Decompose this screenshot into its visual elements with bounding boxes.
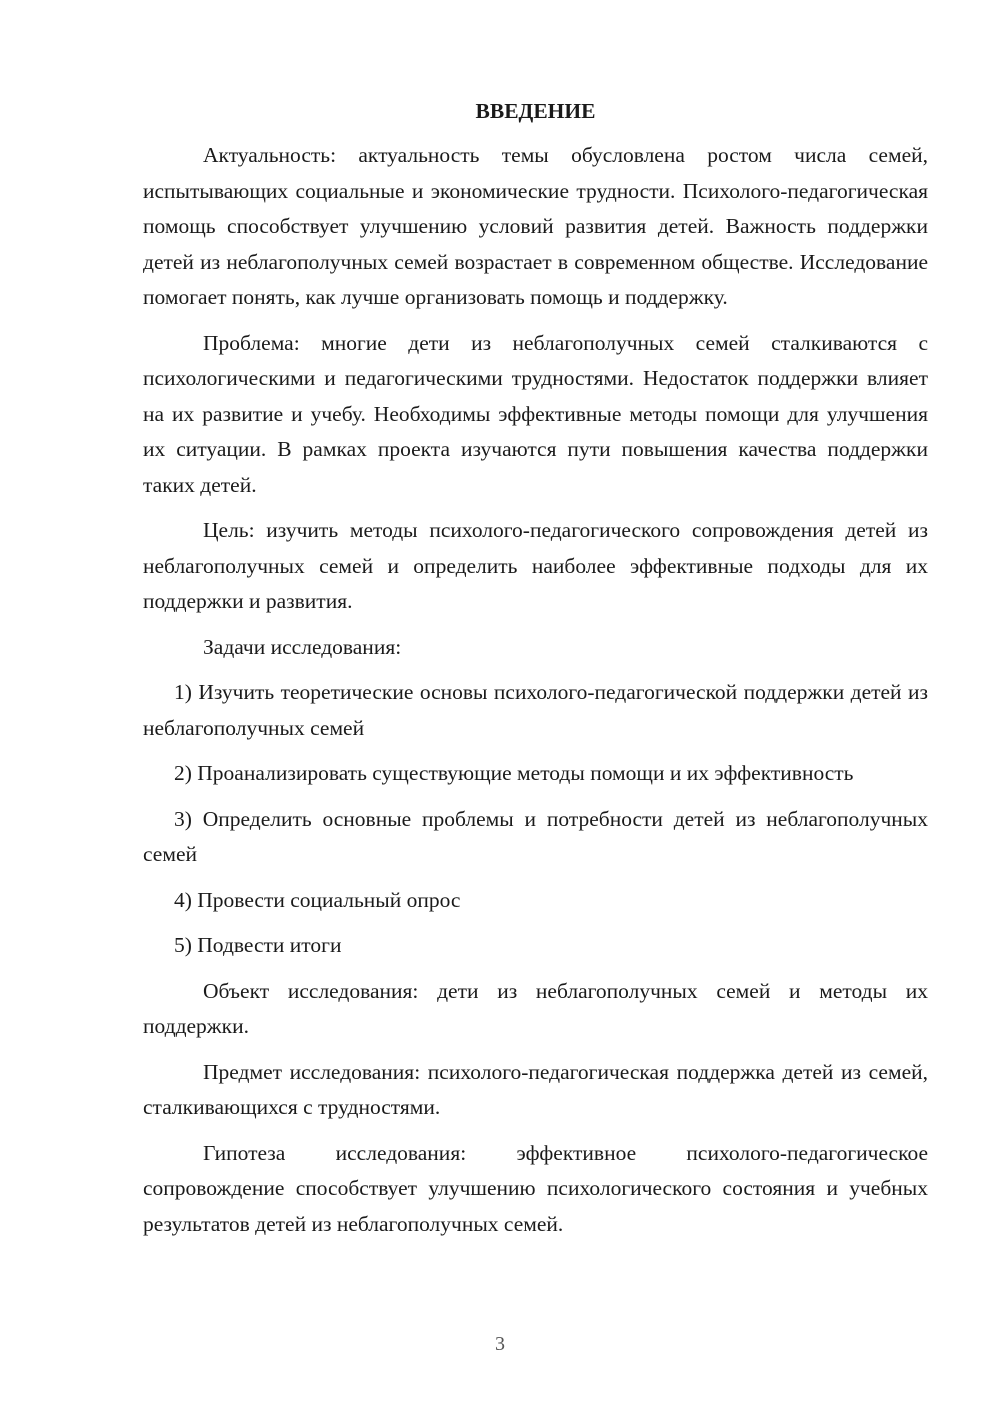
paragraph-subject: Предмет исследования: психолого-педагогическая поддержка детей из семей, сталкивающихся с трудностями.	[143, 1059, 928, 1119]
list-item-task-2: 2) Проанализировать существующие методы помощи и их эффективность	[174, 761, 854, 785]
paragraph-relevance: Актуальность: актуальность темы обусловлена ростом числа семей, испытывающих социальные и экономические трудности. Психолого-педагогическая помощь способствует улучшению условий развития детей. Важность поддержки детей из неблагополучных семей возрастает в современном обществе. Исследование помогает понять, как лучше организовать помощь и поддержку.	[143, 143, 928, 309]
document-page	[143, 94, 928, 1242]
paragraph-problem: Проблема: многие дети из неблагополучных семей сталкиваются с психологическими и педагогическими трудностями. Недостаток поддержки влияет на их развитие и учебу. Необходимы эффективные методы помощи для улучшения их ситуации. В рамках проекта изучаются пути повышения качества поддержки таких детей.	[143, 330, 928, 497]
page-title: ВВЕДЕНИЕ	[475, 99, 596, 123]
list-item-task-4: 4) Провести социальный опрос	[174, 887, 461, 912]
paragraph-hypothesis: Гипотеза исследования: эффективное психолого-педагогическое сопровождение способствует улучшению психологического состояния и учебных результатов детей из неблагополучных семей.	[143, 1140, 928, 1236]
list-item-task-3: 3) Определить основные проблемы и потребности детей из неблагополучных семей	[143, 806, 928, 866]
paragraph-object: Объект исследования: дети из неблагополучных семей и методы их поддержки.	[143, 978, 928, 1038]
page-number: 3	[495, 1333, 505, 1355]
list-item-task-5: 5) Подвести итоги	[174, 933, 342, 957]
tasks-heading: Задачи исследования:	[203, 634, 402, 659]
paragraph-goal: Цель: изучить методы психолого-педагогического сопровождения детей из неблагополучных семей и определить наиболее эффективные подходы для их поддержки и развития.	[143, 518, 928, 613]
list-item-task-1: 1) Изучить теоретические основы психолого-педагогической поддержки детей из неблагополучных семей	[143, 680, 928, 740]
